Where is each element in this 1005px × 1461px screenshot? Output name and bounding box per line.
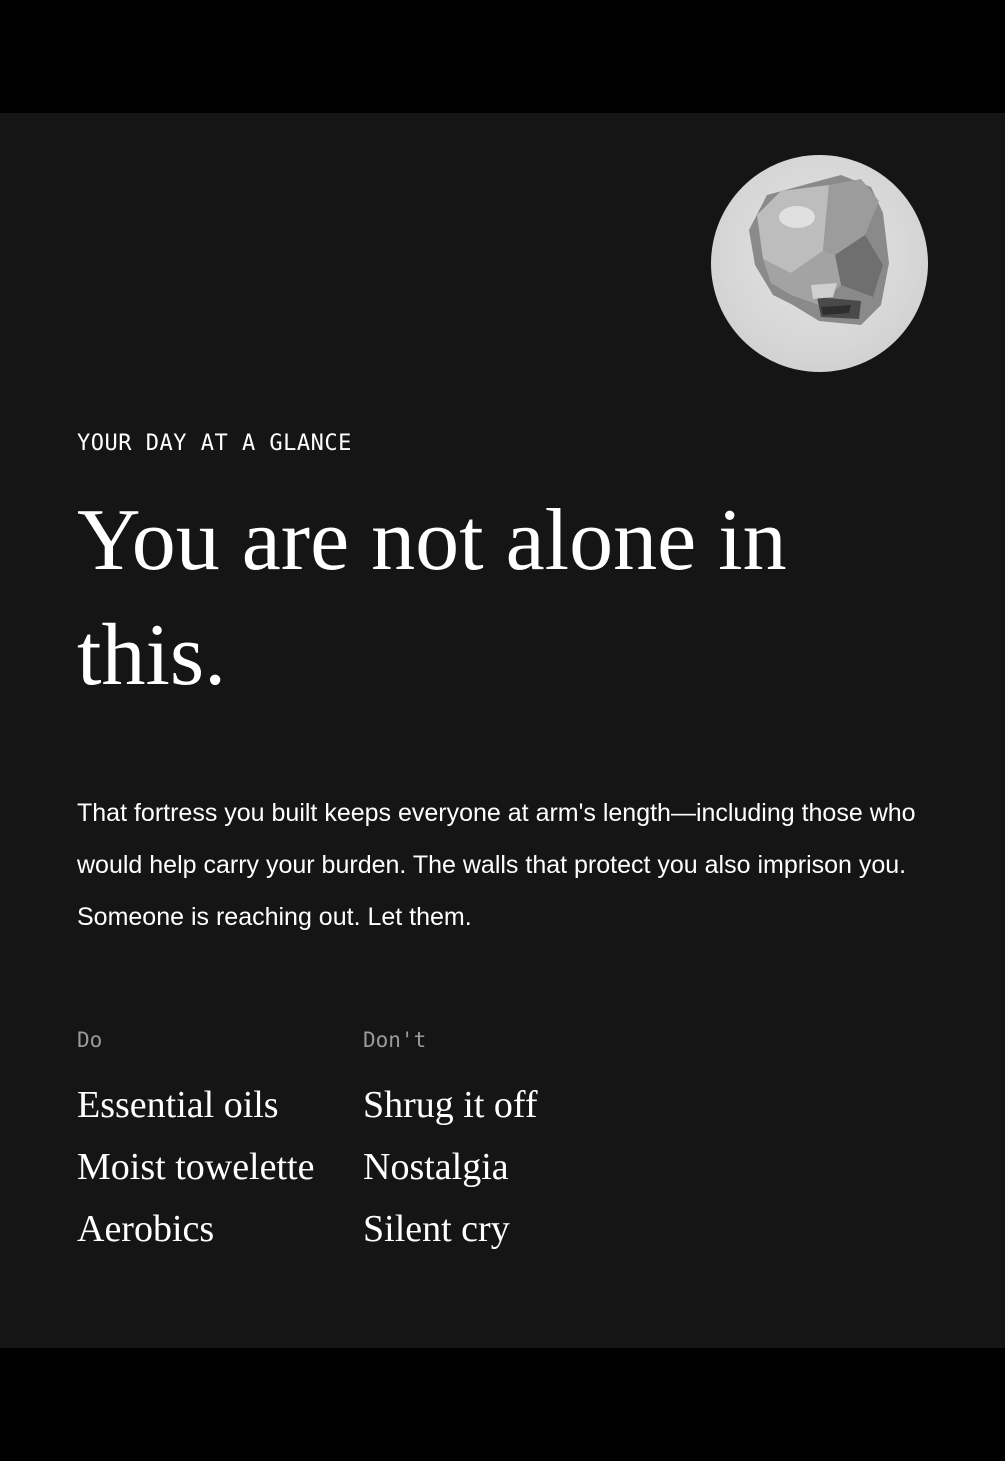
body-text: That fortress you built keeps everyone at arm's length—including those who would help carry your burden. The walls that protect you also imprison you. Someone is reaching out. Let them. <box>77 799 916 931</box>
avatar <box>711 155 928 372</box>
do-column <box>77 1023 314 1260</box>
dont-column <box>363 1023 538 1260</box>
abstract-sculpture-face-icon <box>711 155 928 372</box>
do-item: Essential oils <box>77 1084 279 1126</box>
dont-label: Don't <box>363 1028 427 1052</box>
section-eyebrow: YOUR DAY AT A GLANCE <box>77 431 352 456</box>
do-item: Moist towelette <box>77 1146 315 1188</box>
dont-item: Silent cry <box>363 1208 510 1250</box>
horoscope-card <box>0 113 1005 1348</box>
headline: You are not alone in this. <box>77 492 787 704</box>
do-item: Aerobics <box>77 1208 215 1250</box>
dont-item: Nostalgia <box>363 1146 509 1188</box>
do-label: Do <box>77 1028 103 1052</box>
dont-item: Shrug it off <box>363 1084 538 1126</box>
dont-list <box>363 1074 538 1260</box>
do-list <box>77 1074 314 1260</box>
